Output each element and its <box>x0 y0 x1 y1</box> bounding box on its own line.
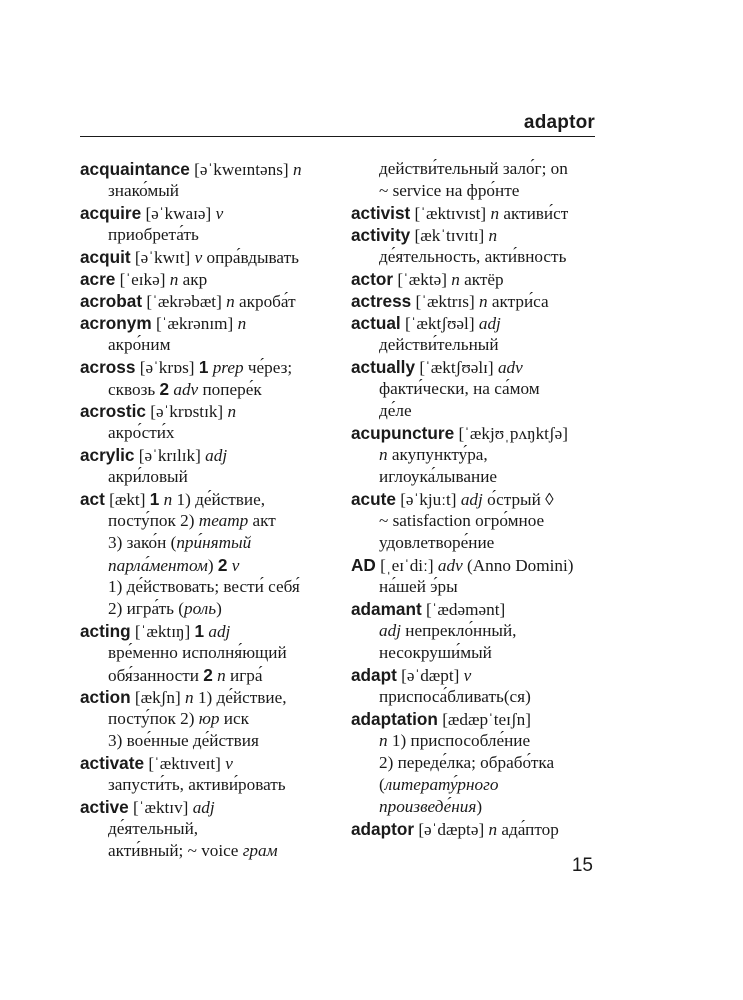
page-number: 15 <box>571 855 593 876</box>
entry-line <box>351 290 601 312</box>
entry-text: ~ service на фро́нте <box>379 181 520 200</box>
entry-text: игра́ <box>225 666 263 685</box>
entry-line <box>351 598 601 620</box>
entry-text: [ˈæktɪv] <box>128 798 193 817</box>
entry-line <box>351 356 601 378</box>
italic-label: n <box>292 160 302 179</box>
entry-line <box>80 158 342 180</box>
entry-line <box>351 554 601 576</box>
headword: acrobat <box>80 291 143 311</box>
entry-continuation-line <box>351 510 601 532</box>
entry-line <box>80 400 342 422</box>
italic-label: роль <box>184 599 217 618</box>
entry-line <box>351 224 601 246</box>
entry-text: [ˈæktʃʊəlɪ] <box>415 358 498 377</box>
entry-line <box>80 686 342 708</box>
headword: acquire <box>80 203 142 223</box>
entry-text: акро́ним <box>108 335 171 354</box>
headword: activity <box>351 225 411 245</box>
headword: action <box>80 687 131 707</box>
headword: acrostic <box>80 401 146 421</box>
headword: acrylic <box>80 445 135 465</box>
entry-text: ) <box>476 797 483 816</box>
entry-line <box>80 488 342 510</box>
headword: act <box>80 489 105 509</box>
headword: activist <box>351 203 411 223</box>
italic-label: n <box>226 292 235 311</box>
entry-text: попере́к <box>198 380 262 399</box>
entry-text: [əˈkweɪntəns] <box>189 160 293 179</box>
entry-continuation-line <box>80 224 342 246</box>
italic-label: парла́ментом <box>108 556 208 575</box>
entry-text: 1) де́йствовать; вести́ себя́ <box>108 577 300 596</box>
italic-label: n <box>490 204 500 223</box>
entry-continuation-line <box>351 180 601 202</box>
entry-continuation-line <box>80 774 342 796</box>
entry-continuation-line <box>80 818 342 840</box>
entry-text: че́рез; <box>243 358 293 377</box>
entry-text: [ækt] <box>104 490 150 509</box>
italic-label: n <box>163 490 173 509</box>
entry-text: ~ satisfaction огро́мное <box>379 511 545 530</box>
entry-text: [ˈækrəbæt] <box>142 292 227 311</box>
entry-text: удовлетворе́ние <box>379 533 495 552</box>
entry-text: ада́птор <box>497 820 559 839</box>
entry-text: обя́занности <box>108 666 204 685</box>
entry-line <box>80 796 342 818</box>
italic-label: adj <box>379 621 401 640</box>
italic-label: n <box>479 292 488 311</box>
right-column <box>351 158 601 840</box>
entry-text: [ˈeɪkə] <box>115 270 170 289</box>
entry-text: акупункту́ра, <box>387 445 488 464</box>
entry-text: активи́ст <box>499 204 569 223</box>
entry-continuation-line <box>351 334 601 356</box>
italic-label: n <box>169 270 179 289</box>
italic-label: n <box>379 445 388 464</box>
sense-number: 1 <box>198 357 209 377</box>
entry-text: [ækʃn] <box>130 688 186 707</box>
italic-label: adv <box>437 556 463 575</box>
entry-text: вре́менно исполня́ющий <box>108 643 287 662</box>
entry-text: актри́са <box>487 292 549 311</box>
entry-continuation-line <box>351 752 601 774</box>
entry-continuation-line <box>80 180 342 202</box>
headword: actor <box>351 269 394 289</box>
italic-label: n <box>379 731 388 750</box>
entry-text: [əˈkrɒstɪk] <box>145 402 228 421</box>
italic-label: n <box>237 314 247 333</box>
entry-continuation-line <box>351 466 601 488</box>
headword: actress <box>351 291 412 311</box>
entry-text: на́шей э́ры <box>379 577 458 596</box>
entry-line <box>80 312 342 334</box>
headword: adaptation <box>351 709 438 729</box>
entry-continuation-line <box>80 554 342 576</box>
entry-text: факти́чески, на са́мом <box>379 379 540 398</box>
entry-text: [əˈkjuːt] <box>395 490 461 509</box>
entry-text: действи́тельный <box>379 335 499 354</box>
entry-text: несокруши́мый <box>379 643 492 662</box>
italic-label: adv <box>497 358 523 377</box>
sense-number: 1 <box>149 489 160 509</box>
italic-label: n <box>185 688 194 707</box>
entry-continuation-line <box>351 532 601 554</box>
entry-continuation-line <box>351 686 601 708</box>
entry-line <box>351 708 601 730</box>
sense-number: 2 <box>217 555 228 575</box>
entry-line <box>80 202 342 224</box>
entry-text: 3) вое́нные де́йствия <box>108 731 259 750</box>
entry-line <box>80 356 342 378</box>
entry-text: [əˈdæptə] <box>414 820 489 839</box>
entry-text: [ˈæktɪŋ] <box>130 622 195 641</box>
entry-text: акро́сти́х <box>108 423 175 442</box>
entry-text: [əˈkwɪt] <box>130 248 195 267</box>
italic-label: v <box>194 248 203 267</box>
italic-label: v <box>463 666 472 685</box>
entry-line <box>351 312 601 334</box>
headword: acronym <box>80 313 152 333</box>
entry-text: акти́вный; ~ voice <box>108 841 243 860</box>
sense-number: 2 <box>203 665 213 685</box>
entry-line <box>80 268 342 290</box>
entry-text: [ˈækjʊˌpʌŋktʃə] <box>454 424 569 443</box>
running-head: adaptor <box>523 112 595 133</box>
entry-text: [ˈæktʃʊəl] <box>400 314 479 333</box>
entry-continuation-line <box>351 642 601 664</box>
italic-label: n <box>217 666 226 685</box>
entry-text: акри́ловый <box>108 467 188 486</box>
entry-text: [əˈkwaɪə] <box>141 204 216 223</box>
italic-label: adj <box>205 446 228 465</box>
headword: activate <box>80 753 145 773</box>
entry-continuation-line <box>80 378 342 400</box>
entry-line <box>351 488 601 510</box>
entry-continuation-line <box>80 664 342 686</box>
entry-text: акр <box>178 270 208 289</box>
entry-continuation-line <box>351 400 601 422</box>
headword: acute <box>351 489 396 509</box>
entry-text: [əˈkrɒs] <box>135 358 199 377</box>
entry-text: иск <box>219 709 249 728</box>
italic-label: v <box>231 556 240 575</box>
italic-label: adj <box>460 490 483 509</box>
headword: adaptor <box>351 819 415 839</box>
headword: acting <box>80 621 131 641</box>
entry-line <box>351 202 601 224</box>
headword: active <box>80 797 129 817</box>
entry-continuation-line <box>351 774 601 796</box>
entry-text: запусти́ть, активи́ровать <box>108 775 286 794</box>
italic-label: n <box>227 402 237 421</box>
entry-line <box>351 818 601 840</box>
italic-label: v <box>225 754 233 773</box>
entry-text: посту́пок 2) <box>108 709 199 728</box>
headword: acquaintance <box>80 159 190 179</box>
entry-continuation-line <box>80 708 342 730</box>
italic-label: adv <box>173 380 199 399</box>
entry-text: [ˈæktə] <box>393 270 452 289</box>
entry-line <box>351 268 601 290</box>
entry-text: [ækˈtɪvɪtɪ] <box>410 226 489 245</box>
italic-label: грам <box>242 841 278 860</box>
entry-text: 1) де́йствие, <box>193 688 287 707</box>
italic-label: adj <box>208 622 231 641</box>
italic-label: юр <box>198 709 220 728</box>
entry-line <box>80 444 342 466</box>
headword: acupuncture <box>351 423 455 443</box>
entry-line <box>80 246 342 268</box>
entry-continuation-line <box>80 576 342 598</box>
italic-label: adj <box>478 314 501 333</box>
italic-label: театр <box>198 511 249 530</box>
entry-text: ( <box>379 775 385 794</box>
entry-text: акроба́т <box>234 292 296 311</box>
italic-label: литерату́рного <box>384 775 499 794</box>
entry-continuation-line <box>80 598 342 620</box>
entry-line <box>80 290 342 312</box>
entry-line <box>351 422 601 444</box>
header-rule <box>80 136 595 137</box>
entry-text: 2) переде́лка; обрабо́тка <box>379 753 555 772</box>
entry-text: актёр <box>459 270 504 289</box>
entry-continuation-line <box>80 510 342 532</box>
headword: actually <box>351 357 416 377</box>
entry-text: сквозь <box>108 380 160 399</box>
entry-text: ) <box>207 556 218 575</box>
entry-text: [ˌeɪˈdiː] <box>375 556 438 575</box>
entry-continuation-line <box>80 730 342 752</box>
entry-line <box>351 664 601 686</box>
entry-text: 2) игра́ть ( <box>108 599 185 618</box>
entry-continuation-line <box>351 730 601 752</box>
entry-text: де́ятельный, <box>108 819 199 838</box>
entry-text: знако́мый <box>108 181 179 200</box>
entry-text: [əˈkrɪlɪk] <box>134 446 206 465</box>
entry-continuation-line <box>351 444 601 466</box>
entry-continuation-line <box>351 620 601 642</box>
entry-text: 3) зако́н ( <box>108 533 177 552</box>
entry-text: (Anno Domini) <box>462 556 574 575</box>
entry-text: [ˈæktɪvɪst] <box>410 204 491 223</box>
entry-text: приспоса́бливать(ся) <box>379 687 531 706</box>
italic-label: n <box>451 270 460 289</box>
headword: acquit <box>80 247 131 267</box>
entry-text: опра́вдывать <box>202 248 299 267</box>
entry-text: о́стрый ◊ <box>482 490 554 509</box>
sense-number: 1 <box>194 621 205 641</box>
entry-text: [ˈæktɪveɪt] <box>144 754 226 773</box>
entry-line <box>80 752 342 774</box>
italic-label: n <box>488 226 498 245</box>
entry-text: [əˈdæpt] <box>396 666 464 685</box>
headword: adamant <box>351 599 422 619</box>
entry-continuation-line <box>351 158 601 180</box>
entry-continuation-line <box>80 334 342 356</box>
entry-line <box>80 620 342 642</box>
sense-number: 2 <box>159 379 170 399</box>
headword: acre <box>80 269 116 289</box>
entry-text: 1) де́йствие, <box>172 490 266 509</box>
entry-text: де́ле <box>379 401 412 420</box>
entry-continuation-line <box>80 532 342 554</box>
entry-continuation-line <box>351 576 601 598</box>
italic-label: при́нятый <box>176 533 252 552</box>
entry-text: действи́тельный зало́г; on <box>379 159 568 178</box>
entry-text: приобрета́ть <box>108 225 199 244</box>
entry-text: [ˈækrənɪm] <box>151 314 238 333</box>
italic-label: prep <box>212 358 244 377</box>
headword: actual <box>351 313 401 333</box>
headword: adapt <box>351 665 397 685</box>
entry-text: [ædæpˈteɪʃn] <box>437 710 531 729</box>
italic-label: n <box>488 820 498 839</box>
entry-text: [ˈæktrɪs] <box>411 292 480 311</box>
entry-text: 1) приспособле́ние <box>387 731 531 750</box>
entry-text: посту́пок 2) <box>108 511 199 530</box>
left-column <box>80 158 342 862</box>
entry-continuation-line <box>351 246 601 268</box>
entry-continuation-line <box>351 796 601 818</box>
headword: across <box>80 357 136 377</box>
entry-text: иглоука́лывание <box>379 467 498 486</box>
entry-text: [ˈædəmənt] <box>421 600 506 619</box>
entry-continuation-line <box>80 422 342 444</box>
headword: AD <box>351 555 376 575</box>
italic-label: adj <box>192 798 215 817</box>
italic-label: v <box>215 204 224 223</box>
entry-continuation-line <box>80 466 342 488</box>
entry-continuation-line <box>80 840 342 862</box>
entry-text: ) <box>216 599 222 618</box>
italic-label: произведе́ния <box>379 797 477 816</box>
entry-text: де́ятельность, акти́вность <box>379 247 567 266</box>
entry-text: акт <box>248 511 276 530</box>
entry-continuation-line <box>80 642 342 664</box>
entry-text: непрекло́нный, <box>400 621 517 640</box>
entry-continuation-line <box>351 378 601 400</box>
